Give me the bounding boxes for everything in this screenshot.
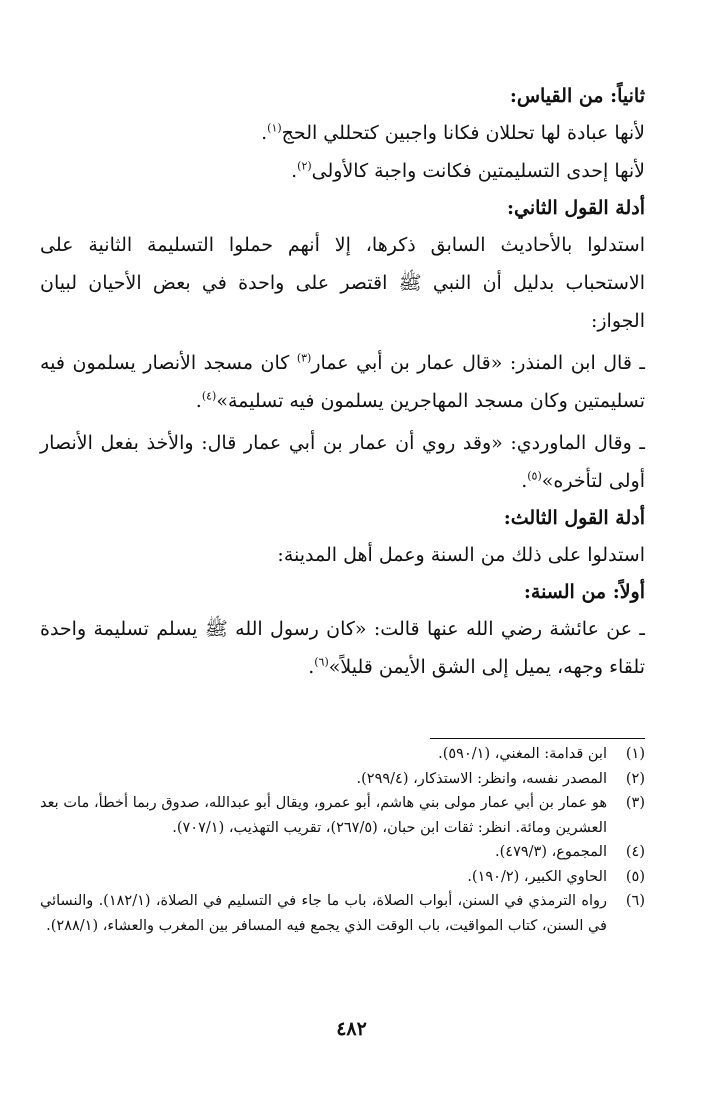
- footnote-text: رواه الترمذي في السنن، أبواب الصلاة، باب ما جاء في التسليم في الصلاة، (١٨٢/١). والنسائي في السنن، كتاب المواقيت، باب الوقت الذي يجمع فيه المسافر بين المغرب والعشاء، (٢٨٨/١).: [40, 893, 607, 934]
- paragraph-text: ـ عن عائشة رضي الله عنها قالت: «كان رسول الله ﷺ يسلم تسليمة واحدة تلقاء وجهه، يميل إلى الشق الأيمن قليلاً»: [40, 618, 645, 678]
- main-text: [40, 78, 645, 686]
- paragraph: استدلوا على ذلك من السنة وعمل أهل المدينة:: [277, 544, 645, 566]
- paragraph-end: .: [521, 470, 528, 492]
- footnote-text: ابن قدامة: المغني، (٥٩٠/١).: [438, 746, 607, 762]
- footnote-item: [40, 840, 645, 865]
- footnote-number: (٤): [625, 844, 645, 860]
- paragraph-text: كان مسجد الأنصار يسلمون فيه تسليمتين وكان مسجد المهاجرين يسلمون فيه تسليمة»: [40, 352, 645, 412]
- paragraph-end: .: [195, 390, 202, 412]
- footnote-ref: (٤): [201, 389, 217, 403]
- paragraph: [40, 152, 645, 190]
- footnote-item: [40, 889, 645, 938]
- paragraph-end: .: [291, 160, 298, 182]
- footnote-text: هو عمار بن أبي عمار مولى بني هاشم، أبو عمرو، ويقال أبو عبدالله، صدوق ربما أخطأ، مات بعد العشرين ومائة. انظر: ثقات ابن حبان، (٢٦٧/٥)، تقريب التهذيب، (٧٠٧/١).: [40, 795, 607, 836]
- paragraph-text: لأنها عبادة لها تحللان فكانا واجبين كتحللي الحج: [281, 122, 645, 144]
- section-heading-second-opinion: أدلة القول الثاني:: [507, 197, 645, 219]
- footnote-text: الحاوي الكبير، (١٩٠/٢).: [467, 868, 607, 885]
- paragraph: [40, 610, 645, 686]
- paragraph-text: ـ وقال الماوردي: «وقد روي أن عمار بن أبي عمار قال: والأخذ بفعل الأنصار أولى لتأخره»: [40, 432, 645, 492]
- section-heading-third-opinion: أدلة القول الثالث:: [503, 507, 645, 529]
- footnote-text: المصدر نفسه، وانظر: الاستذكار، (٢٩٩/٤).: [356, 770, 607, 787]
- footnote-ref: (١): [267, 121, 282, 135]
- footnote-text: المجموع، (٤٧٩/٣).: [495, 844, 607, 860]
- paragraph: استدلوا بالأحاديث السابق ذكرها، إلا أنهم حملوا التسليمة الثانية على الاستحباب بدليل أن النبي ﷺ اقتصر على واحدة في بعض الأحيان لبيان الجواز:: [40, 234, 645, 332]
- page-number: ٤٨٢: [336, 1018, 367, 1040]
- footnote-item: [40, 865, 645, 890]
- footnote-ref: (٦): [314, 655, 329, 669]
- footnote-number: (٦): [625, 893, 645, 909]
- paragraph: [40, 114, 645, 152]
- footnote-ref: (٣): [296, 351, 312, 365]
- paragraph: [40, 424, 645, 500]
- footnote-item: [40, 791, 645, 840]
- footnote-divider: [430, 738, 645, 739]
- footnote-ref: (٥): [527, 469, 542, 483]
- section-heading-sunnah: أولاً: من السنة:: [523, 581, 645, 603]
- paragraph-text: ـ قال ابن المنذر: «قال عمار بن أبي عمار: [311, 352, 646, 374]
- footnote-number: (٢): [625, 770, 645, 787]
- footnote-item: [40, 742, 645, 767]
- footnote-number: (٣): [625, 795, 645, 811]
- footnote-ref: (٢): [297, 159, 312, 173]
- footnote-item: [40, 767, 645, 792]
- footnote-number: (٥): [625, 868, 645, 885]
- paragraph-end: .: [308, 656, 315, 678]
- footnote-number: (١): [625, 746, 645, 762]
- paragraph-end: .: [261, 122, 268, 144]
- footnotes: [40, 742, 645, 938]
- paragraph: [40, 344, 645, 420]
- section-heading-qiyas: ثانياً: من القياس:: [509, 85, 645, 107]
- paragraph-text: لأنها إحدى التسليمتين فكانت واجبة كالأولى: [311, 160, 645, 182]
